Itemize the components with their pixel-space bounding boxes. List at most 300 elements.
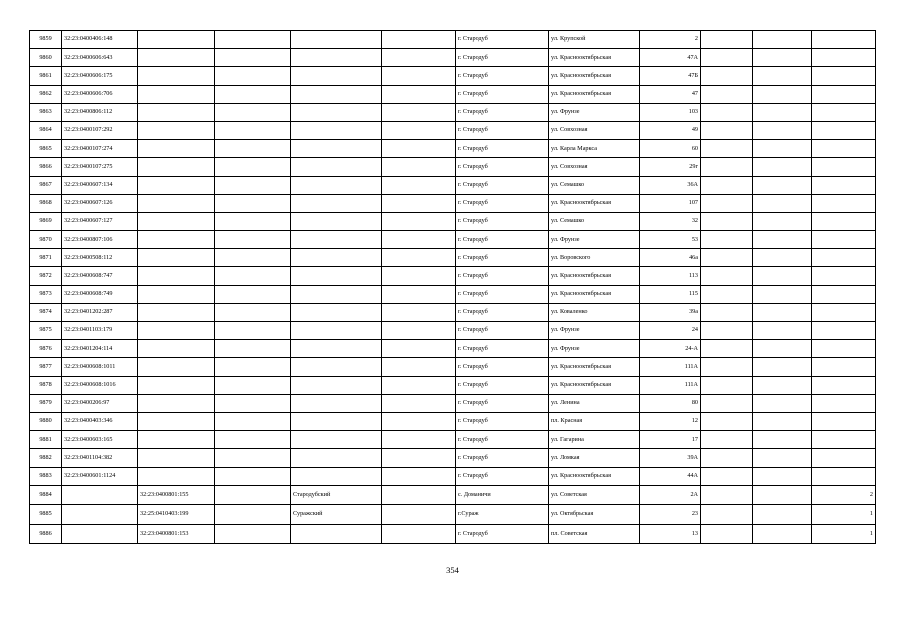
cell-empty: [215, 194, 291, 212]
cell-record-number: 9868: [30, 194, 62, 212]
cell-empty: [382, 303, 456, 321]
cell-empty: [701, 176, 753, 194]
cell-empty: [215, 303, 291, 321]
cell-empty: [215, 358, 291, 376]
cell-locality: г. Стародуб: [456, 249, 549, 267]
table-row: [30, 85, 876, 103]
cell-record-number: 9877: [30, 358, 62, 376]
cell-record-number: 9883: [30, 467, 62, 485]
cell-empty: [382, 194, 456, 212]
table-row: [30, 176, 876, 194]
cell-district: [291, 103, 382, 121]
cell-district: [291, 322, 382, 340]
cell-count: [812, 303, 876, 321]
cell-empty: [382, 449, 456, 467]
cell-cadastral-number: 32:23:0401204:114: [62, 340, 138, 358]
cell-cadastral-number: 32:23:0400508:112: [62, 249, 138, 267]
cell-locality: г. Стародуб: [456, 358, 549, 376]
cell-count: [812, 394, 876, 412]
table-row: [30, 231, 876, 249]
cell-empty: [215, 505, 291, 525]
cell-empty: [701, 303, 753, 321]
cell-cadastral-number: 32:23:0400601:1124: [62, 467, 138, 485]
cell-count: [812, 412, 876, 430]
cell-empty: [701, 376, 753, 394]
cell-empty: [753, 285, 812, 303]
cell-empty: [382, 140, 456, 158]
cell-house-number: 103: [640, 103, 701, 121]
cell-empty: [701, 431, 753, 449]
table-row: [30, 505, 876, 525]
cell-street: ул. Семашко: [549, 176, 640, 194]
cell-district: [291, 449, 382, 467]
cell-house-number: 39а: [640, 303, 701, 321]
cell-cadastral-number-alt: 32:23:0400801:155: [138, 485, 215, 505]
cell-house-number: 47Б: [640, 67, 701, 85]
cell-street: ул. Ленина: [549, 394, 640, 412]
cell-house-number: 17: [640, 431, 701, 449]
cell-locality: г. Стародуб: [456, 285, 549, 303]
cell-cadastral-number-alt: [138, 212, 215, 230]
table-row: [30, 524, 876, 544]
cell-count: [812, 231, 876, 249]
cell-locality: г. Стародуб: [456, 267, 549, 285]
table-row: [30, 140, 876, 158]
cell-locality: г. Стародуб: [456, 467, 549, 485]
cell-district: Стародубский: [291, 485, 382, 505]
cell-count: [812, 431, 876, 449]
cell-street: ул. Краснооктябрьская: [549, 267, 640, 285]
cell-cadastral-number: 32:23:0400403:346: [62, 412, 138, 430]
cell-empty: [382, 267, 456, 285]
cell-cadastral-number-alt: [138, 231, 215, 249]
cell-empty: [382, 376, 456, 394]
cell-house-number: 111А: [640, 358, 701, 376]
cell-empty: [753, 85, 812, 103]
cell-cadastral-number: 32:23:0400606:706: [62, 85, 138, 103]
cell-house-number: 12: [640, 412, 701, 430]
cell-locality: г. Стародуб: [456, 376, 549, 394]
cell-street: ул. Краснооктябрьская: [549, 285, 640, 303]
cell-record-number: 9879: [30, 394, 62, 412]
cell-locality: г. Стародуб: [456, 194, 549, 212]
cell-house-number: 107: [640, 194, 701, 212]
cell-house-number: 53: [640, 231, 701, 249]
cell-house-number: 13: [640, 524, 701, 544]
cell-empty: [215, 285, 291, 303]
cell-street: ул. Фрунзе: [549, 103, 640, 121]
cell-empty: [701, 285, 753, 303]
cell-count: [812, 121, 876, 139]
cell-empty: [382, 431, 456, 449]
cell-empty: [382, 358, 456, 376]
cell-empty: [753, 376, 812, 394]
cell-street: ул. Фрунзе: [549, 322, 640, 340]
cell-empty: [215, 140, 291, 158]
cell-empty: [753, 485, 812, 505]
cell-empty: [215, 85, 291, 103]
cell-cadastral-number: 32:23:0401104:382: [62, 449, 138, 467]
cell-empty: [753, 524, 812, 544]
cell-cadastral-number-alt: [138, 249, 215, 267]
cell-count: 2: [812, 485, 876, 505]
cell-empty: [701, 158, 753, 176]
cell-locality: г. Стародуб: [456, 140, 549, 158]
cell-empty: [382, 85, 456, 103]
cell-district: [291, 358, 382, 376]
table-row: [30, 49, 876, 67]
cell-cadastral-number-alt: [138, 121, 215, 139]
cell-cadastral-number: 32:23:0400608:1011: [62, 358, 138, 376]
cell-cadastral-number-alt: [138, 376, 215, 394]
cell-empty: [753, 31, 812, 49]
cell-empty: [753, 412, 812, 430]
cell-count: [812, 376, 876, 394]
cell-district: [291, 194, 382, 212]
cell-street: ул. Краснооктябрьская: [549, 67, 640, 85]
cell-empty: [215, 267, 291, 285]
cell-street: ул. Ломкая: [549, 449, 640, 467]
cell-cadastral-number: 32:23:0400608:749: [62, 285, 138, 303]
cell-empty: [215, 176, 291, 194]
cell-locality: с. Доманичи: [456, 485, 549, 505]
cell-empty: [701, 449, 753, 467]
cell-empty: [382, 524, 456, 544]
cell-empty: [215, 158, 291, 176]
cell-house-number: 111А: [640, 376, 701, 394]
cell-empty: [382, 505, 456, 525]
cell-house-number: 115: [640, 285, 701, 303]
cell-house-number: 113: [640, 267, 701, 285]
cell-house-number: 80: [640, 394, 701, 412]
cell-cadastral-number-alt: [138, 285, 215, 303]
cell-street: ул. Коваленко: [549, 303, 640, 321]
cell-cadastral-number-alt: [138, 340, 215, 358]
cell-empty: [753, 431, 812, 449]
cell-street: ул. Краснооктябрьская: [549, 85, 640, 103]
cell-district: [291, 285, 382, 303]
cell-count: [812, 340, 876, 358]
cell-empty: [701, 267, 753, 285]
cell-count: [812, 449, 876, 467]
cell-locality: г. Стародуб: [456, 449, 549, 467]
cell-cadastral-number: 32:23:0400806:112: [62, 103, 138, 121]
cell-street: ул. Краснооктябрьская: [549, 194, 640, 212]
cell-district: [291, 303, 382, 321]
cell-empty: [701, 212, 753, 230]
cell-empty: [215, 67, 291, 85]
cell-street: ул. Семашко: [549, 212, 640, 230]
cell-district: [291, 376, 382, 394]
cell-locality: г. Стародуб: [456, 524, 549, 544]
cell-street: пл. Советская: [549, 524, 640, 544]
cell-count: [812, 67, 876, 85]
cell-record-number: 9884: [30, 485, 62, 505]
cell-cadastral-number-alt: [138, 394, 215, 412]
cell-empty: [753, 121, 812, 139]
cell-cadastral-number: 32:23:0400608:1016: [62, 376, 138, 394]
cell-count: [812, 176, 876, 194]
cell-district: [291, 412, 382, 430]
cell-empty: [753, 231, 812, 249]
cell-empty: [215, 376, 291, 394]
cell-record-number: 9875: [30, 322, 62, 340]
cell-cadastral-number-alt: [138, 176, 215, 194]
cell-count: [812, 31, 876, 49]
cell-empty: [753, 67, 812, 85]
table-row: [30, 267, 876, 285]
cell-house-number: 60: [640, 140, 701, 158]
cell-house-number: 23: [640, 505, 701, 525]
cell-record-number: 9860: [30, 49, 62, 67]
cell-empty: [701, 231, 753, 249]
cell-district: [291, 467, 382, 485]
cell-house-number: 24: [640, 322, 701, 340]
cell-record-number: 9870: [30, 231, 62, 249]
table-row: [30, 285, 876, 303]
cell-street: ул. Гагарина: [549, 431, 640, 449]
cell-locality: г. Стародуб: [456, 394, 549, 412]
cell-record-number: 9861: [30, 67, 62, 85]
cell-empty: [215, 431, 291, 449]
cell-count: [812, 267, 876, 285]
cell-street: ул. Совхозная: [549, 158, 640, 176]
cell-record-number: 9859: [30, 31, 62, 49]
cell-cadastral-number: 32:23:0400607:134: [62, 176, 138, 194]
cell-cadastral-number-alt: [138, 85, 215, 103]
cell-empty: [382, 231, 456, 249]
cell-empty: [753, 140, 812, 158]
cell-empty: [701, 412, 753, 430]
cell-empty: [753, 505, 812, 525]
cell-record-number: 9873: [30, 285, 62, 303]
cell-count: 1: [812, 505, 876, 525]
cell-street: ул. Краснооктябрьская: [549, 49, 640, 67]
cell-empty: [382, 212, 456, 230]
cell-street: ул. Совхозная: [549, 121, 640, 139]
cell-street: ул. Краснооктябрьская: [549, 358, 640, 376]
cell-house-number: 47: [640, 85, 701, 103]
cell-empty: [215, 49, 291, 67]
cell-empty: [382, 340, 456, 358]
cell-record-number: 9863: [30, 103, 62, 121]
cell-empty: [215, 121, 291, 139]
cell-cadastral-number-alt: [138, 431, 215, 449]
table-row: [30, 322, 876, 340]
cell-record-number: 9866: [30, 158, 62, 176]
cell-district: [291, 267, 382, 285]
cell-empty: [753, 394, 812, 412]
cell-empty: [382, 485, 456, 505]
cell-district: [291, 49, 382, 67]
cell-empty: [701, 394, 753, 412]
cell-empty: [701, 340, 753, 358]
cell-count: 1: [812, 524, 876, 544]
table-row: [30, 485, 876, 505]
cell-empty: [382, 49, 456, 67]
table-row: [30, 67, 876, 85]
cell-record-number: 9878: [30, 376, 62, 394]
cell-street: ул. Краснооктябрьская: [549, 376, 640, 394]
cell-street: ул. Воровского: [549, 249, 640, 267]
cell-cadastral-number-alt: [138, 31, 215, 49]
cell-empty: [753, 303, 812, 321]
cell-count: [812, 194, 876, 212]
cell-empty: [753, 194, 812, 212]
cell-district: [291, 67, 382, 85]
cell-empty: [701, 322, 753, 340]
cell-cadastral-number-alt: [138, 140, 215, 158]
cell-cadastral-number-alt: 32:23:0400801:153: [138, 524, 215, 544]
cell-empty: [701, 485, 753, 505]
cell-locality: г. Стародуб: [456, 212, 549, 230]
cell-empty: [382, 412, 456, 430]
cell-district: [291, 140, 382, 158]
registry-table: [29, 30, 876, 544]
cell-district: [291, 85, 382, 103]
table-row: [30, 340, 876, 358]
cell-street: ул. Карла Маркса: [549, 140, 640, 158]
table-row: [30, 431, 876, 449]
cell-cadastral-number: 32:23:0400107:274: [62, 140, 138, 158]
cell-record-number: 9869: [30, 212, 62, 230]
cell-record-number: 9872: [30, 267, 62, 285]
cell-count: [812, 85, 876, 103]
cell-house-number: 44А: [640, 467, 701, 485]
table-row: [30, 412, 876, 430]
table-row: [30, 212, 876, 230]
cell-cadastral-number-alt: [138, 412, 215, 430]
page-number: 354: [446, 565, 459, 575]
cell-empty: [215, 412, 291, 430]
cell-cadastral-number: [62, 505, 138, 525]
cell-cadastral-number: 32:23:0400608:747: [62, 267, 138, 285]
cell-empty: [701, 524, 753, 544]
cell-empty: [215, 231, 291, 249]
cell-cadastral-number: 32:23:0400107:275: [62, 158, 138, 176]
cell-house-number: 36А: [640, 176, 701, 194]
cell-cadastral-number-alt: [138, 49, 215, 67]
cell-cadastral-number: 32:23:0400603:165: [62, 431, 138, 449]
cell-record-number: 9867: [30, 176, 62, 194]
cell-record-number: 9862: [30, 85, 62, 103]
cell-locality: г. Стародуб: [456, 340, 549, 358]
cell-cadastral-number: 32:23:0400606:643: [62, 49, 138, 67]
table-row: [30, 467, 876, 485]
cell-locality: г. Стародуб: [456, 158, 549, 176]
cell-count: [812, 467, 876, 485]
cell-empty: [382, 322, 456, 340]
cell-cadastral-number: [62, 524, 138, 544]
cell-empty: [753, 267, 812, 285]
cell-cadastral-number-alt: [138, 67, 215, 85]
cell-empty: [701, 467, 753, 485]
cell-empty: [701, 103, 753, 121]
cell-empty: [753, 340, 812, 358]
cell-locality: г. Стародуб: [456, 31, 549, 49]
cell-locality: г. Стародуб: [456, 176, 549, 194]
cell-district: [291, 158, 382, 176]
cell-record-number: 9885: [30, 505, 62, 525]
cell-record-number: 9881: [30, 431, 62, 449]
cell-street: ул. Фрунзе: [549, 231, 640, 249]
table-row: [30, 449, 876, 467]
cell-street: ул. Октябрьская: [549, 505, 640, 525]
cell-locality: г. Стародуб: [456, 303, 549, 321]
cell-street: пл. Красная: [549, 412, 640, 430]
cell-district: [291, 176, 382, 194]
cell-cadastral-number-alt: [138, 303, 215, 321]
cell-empty: [215, 485, 291, 505]
cell-house-number: 2: [640, 31, 701, 49]
cell-empty: [701, 505, 753, 525]
cell-empty: [382, 31, 456, 49]
cell-empty: [753, 449, 812, 467]
cell-house-number: 47А: [640, 49, 701, 67]
cell-house-number: 32: [640, 212, 701, 230]
cell-district: [291, 231, 382, 249]
cell-empty: [701, 85, 753, 103]
cell-cadastral-number: 32:23:0400606:175: [62, 67, 138, 85]
cell-record-number: 9871: [30, 249, 62, 267]
cell-record-number: 9886: [30, 524, 62, 544]
cell-cadastral-number-alt: [138, 322, 215, 340]
cell-cadastral-number: 32:23:0400107:292: [62, 121, 138, 139]
cell-empty: [215, 31, 291, 49]
table-row: [30, 121, 876, 139]
cell-street: ул. Краснооктябрьская: [549, 467, 640, 485]
cell-empty: [701, 358, 753, 376]
cell-locality: г. Стародуб: [456, 121, 549, 139]
cell-locality: г. Стародуб: [456, 49, 549, 67]
cell-empty: [215, 449, 291, 467]
cell-cadastral-number: 32:23:0400607:126: [62, 194, 138, 212]
cell-district: [291, 121, 382, 139]
cell-empty: [215, 524, 291, 544]
cell-cadastral-number-alt: [138, 267, 215, 285]
cell-cadastral-number: 32:23:0401202:287: [62, 303, 138, 321]
cell-cadastral-number-alt: 32:25:0410403:199: [138, 505, 215, 525]
cell-house-number: 46а: [640, 249, 701, 267]
table-row: [30, 103, 876, 121]
cell-count: [812, 103, 876, 121]
cell-empty: [753, 103, 812, 121]
cell-empty: [753, 467, 812, 485]
cell-cadastral-number: 32:23:0401103:179: [62, 322, 138, 340]
cell-count: [812, 140, 876, 158]
cell-count: [812, 322, 876, 340]
cell-cadastral-number-alt: [138, 194, 215, 212]
table-row: [30, 394, 876, 412]
cell-count: [812, 212, 876, 230]
cell-cadastral-number: 32:23:0400406:148: [62, 31, 138, 49]
cell-cadastral-number-alt: [138, 467, 215, 485]
cell-empty: [753, 212, 812, 230]
cell-district: [291, 249, 382, 267]
cell-district: [291, 340, 382, 358]
cell-locality: г. Стародуб: [456, 67, 549, 85]
cell-house-number: 2А: [640, 485, 701, 505]
cell-empty: [382, 158, 456, 176]
cell-locality: г. Стародуб: [456, 231, 549, 249]
table-row: [30, 249, 876, 267]
cell-district: [291, 394, 382, 412]
cell-empty: [215, 103, 291, 121]
cell-locality: г. Стародуб: [456, 322, 549, 340]
cell-count: [812, 285, 876, 303]
cell-empty: [753, 249, 812, 267]
table-row: [30, 303, 876, 321]
